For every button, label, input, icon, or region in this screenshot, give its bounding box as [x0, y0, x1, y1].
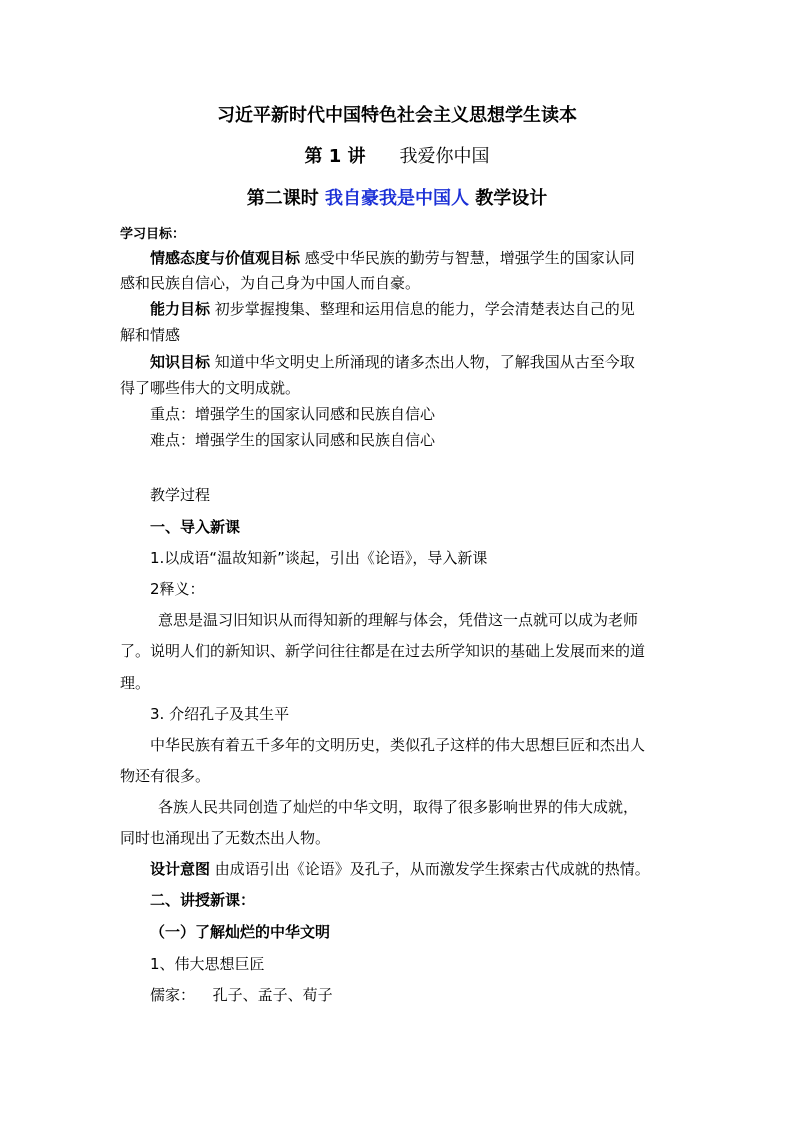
item-1: 1.以成语“温故知新”谈起，引出《论语》，导入新课: [150, 549, 488, 567]
objective-emotion-label: 情感态度与价值观目标: [150, 249, 301, 267]
para-2-line-2: 物还有很多。: [120, 767, 211, 785]
objective-knowledge-line-2: 得了哪些伟大的文明成就。: [120, 379, 301, 397]
book-title: 习近平新时代中国特色社会主义思想学生读本: [217, 105, 577, 126]
design-intent: [150, 862, 650, 877]
para-1-line-2: 了。说明人们的新知识、新学问往往都是在过去所学知识的基础上发展而来的道: [120, 642, 646, 660]
objective-ability-text: 初步掌握搜集、整理和运用信息的能力，学会清楚表达自己的见: [214, 300, 635, 318]
subsection-1-heading: （一）了解灿烂的中华文明: [150, 923, 331, 941]
objective-ability-label: 能力目标: [150, 300, 211, 318]
objective-knowledge-label: 知识目标: [150, 353, 211, 371]
class-suffix: 教学设计: [475, 188, 548, 209]
objective-ability-line-2: 解和情感: [120, 326, 181, 344]
item-2: 2释义：: [150, 580, 205, 598]
key-point: 重点：增强学生的国家认同感和民族自信心: [150, 405, 436, 423]
objective-knowledge-text: 知道中华文明史上所涌现的诸多杰出人物，了解我国从古至今取: [214, 353, 635, 371]
design-label: 设计意图: [150, 860, 211, 878]
section-2-heading: 二、讲授新课：: [150, 891, 256, 909]
para-3-line-2: 同时也涌现出了无数杰出人物。: [120, 829, 331, 847]
class-title: 我自豪我是中国人: [325, 188, 469, 209]
class-label: 第二课时: [246, 188, 319, 209]
objective-emotion-line-2: 感和民族自信心，为自己身为中国人而自豪。: [120, 274, 421, 292]
para-2-line-1: 中华民族有着五千多年的文明历史，类似孔子这样的伟大思想巨匠和杰出人: [150, 736, 646, 754]
difficult-point: 难点：增强学生的国家认同感和民族自信心: [150, 431, 436, 449]
section-1-heading: 一、导入新课: [150, 518, 241, 536]
lesson-heading: [0, 148, 794, 166]
class-heading: [0, 190, 794, 208]
para-1-line-3: 理。: [120, 674, 151, 692]
objectives-heading: 学习目标：: [120, 227, 186, 242]
para-3-line-1: 各族人民共同创造了灿烂的中华文明，取得了很多影响世界的伟大成就，: [158, 798, 639, 816]
item-3: 3. 介绍孔子及其生平: [150, 705, 290, 723]
objective-emotion-line-1: [150, 251, 635, 266]
process-heading: 教学过程: [150, 486, 211, 504]
objective-knowledge-line-1: [150, 355, 635, 370]
objective-ability-line-1: [150, 302, 635, 317]
confucian-names: 孔子、孟子、荀子: [212, 986, 333, 1004]
confucian-line: [150, 988, 333, 1003]
para-1-line-1: 意思是温习旧知识从而得知新的理解与体会，凭借这一点就可以成为老师: [158, 611, 639, 629]
sub-item-1: 1、伟大思想巨匠: [150, 955, 265, 973]
lesson-label: 第 1 讲: [304, 146, 366, 167]
lesson-title: 我爱你中国: [399, 146, 490, 167]
confucian-label: 儒家：: [150, 986, 196, 1004]
objective-emotion-text: 感受中华民族的勤劳与智慧，增强学生的国家认同: [304, 249, 635, 267]
design-text: 由成语引出《论语》及孔子，从而激发学生探索古代成就的热情。: [214, 860, 650, 878]
